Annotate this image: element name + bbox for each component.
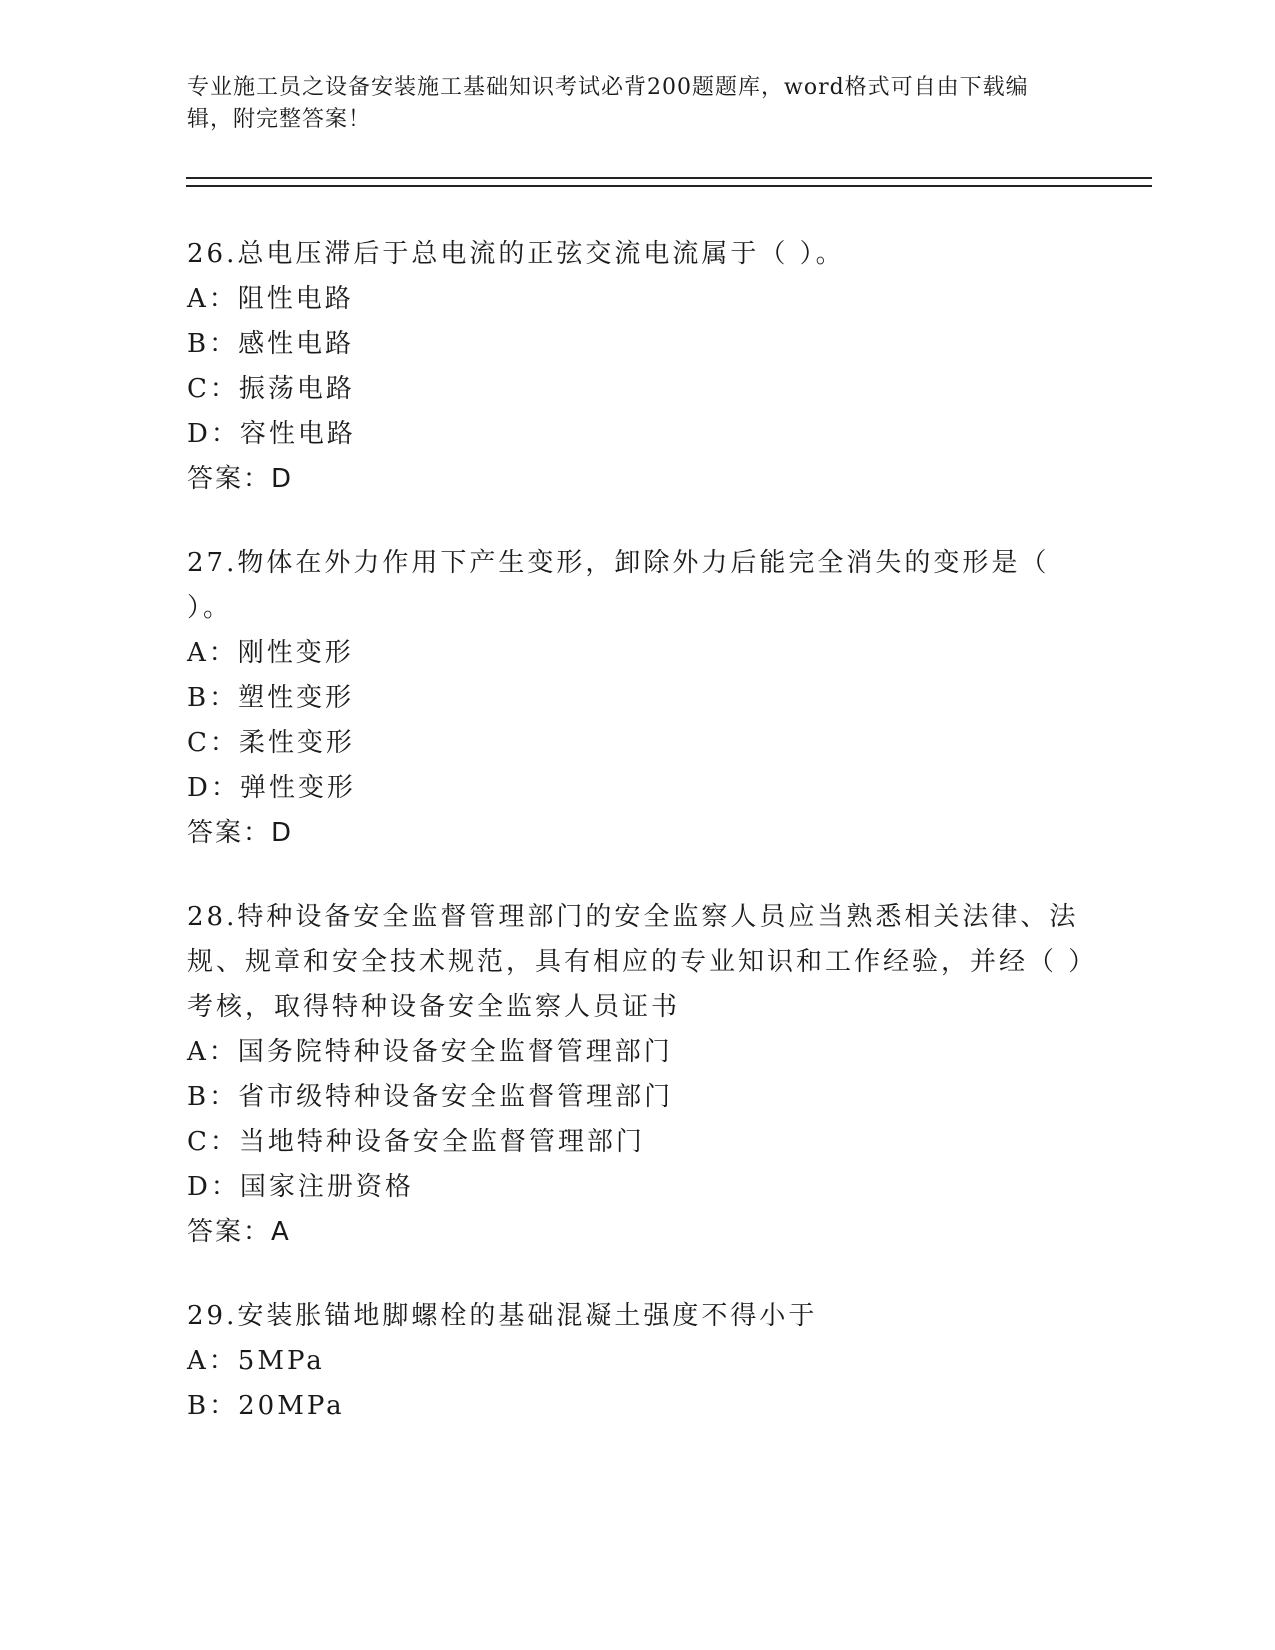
answer-line: 答案：D bbox=[187, 464, 294, 494]
option-b: B：省市级特种设备安全监督管理部门 bbox=[187, 1082, 674, 1112]
option-c: C：振荡电路 bbox=[187, 374, 355, 404]
question-stem: 28.特种设备安全监督管理部门的安全监察人员应当熟悉相关法律、法规、规章和安全技术规范，具有相应的专业知识和工作经验，并经（ ）考核，取得特种设备安全监察人员证书 bbox=[187, 902, 1085, 1022]
question-27 bbox=[187, 541, 1087, 856]
option-d: D：容性电路 bbox=[187, 419, 356, 449]
question-list bbox=[187, 232, 1087, 1468]
answer-line: 答案：A bbox=[187, 1217, 291, 1247]
option-a: A：5MPa bbox=[187, 1346, 325, 1376]
question-29 bbox=[187, 1294, 1087, 1429]
header-divider bbox=[186, 177, 1152, 187]
question-stem: 27.物体在外力作用下产生变形，卸除外力后能完全消失的变形是（ ）。 bbox=[187, 548, 1050, 623]
option-c: C：当地特种设备安全监督管理部门 bbox=[187, 1127, 645, 1157]
option-b: B：感性电路 bbox=[187, 329, 355, 359]
option-a: A：阻性电路 bbox=[187, 284, 354, 314]
option-c: C：柔性变形 bbox=[187, 728, 355, 758]
option-d: D：国家注册资格 bbox=[187, 1172, 414, 1202]
question-28 bbox=[187, 895, 1087, 1255]
option-a: A：国务院特种设备安全监督管理部门 bbox=[187, 1037, 673, 1067]
question-stem: 29.安装胀锚地脚螺栓的基础混凝土强度不得小于 bbox=[187, 1301, 818, 1331]
option-b: B：20MPa bbox=[187, 1391, 345, 1421]
question-26 bbox=[187, 232, 1087, 502]
option-a: A：刚性变形 bbox=[187, 638, 354, 668]
option-d: D：弹性变形 bbox=[187, 773, 356, 803]
answer-line: 答案：D bbox=[187, 818, 294, 848]
document-header-title: 专业施工员之设备安装施工基础知识考试必背200题题库，word格式可自由下载编辑，附完整答案！ bbox=[187, 75, 1029, 132]
option-b: B：塑性变形 bbox=[187, 683, 355, 713]
question-stem: 26.总电压滞后于总电流的正弦交流电流属于（ ）。 bbox=[187, 239, 845, 269]
